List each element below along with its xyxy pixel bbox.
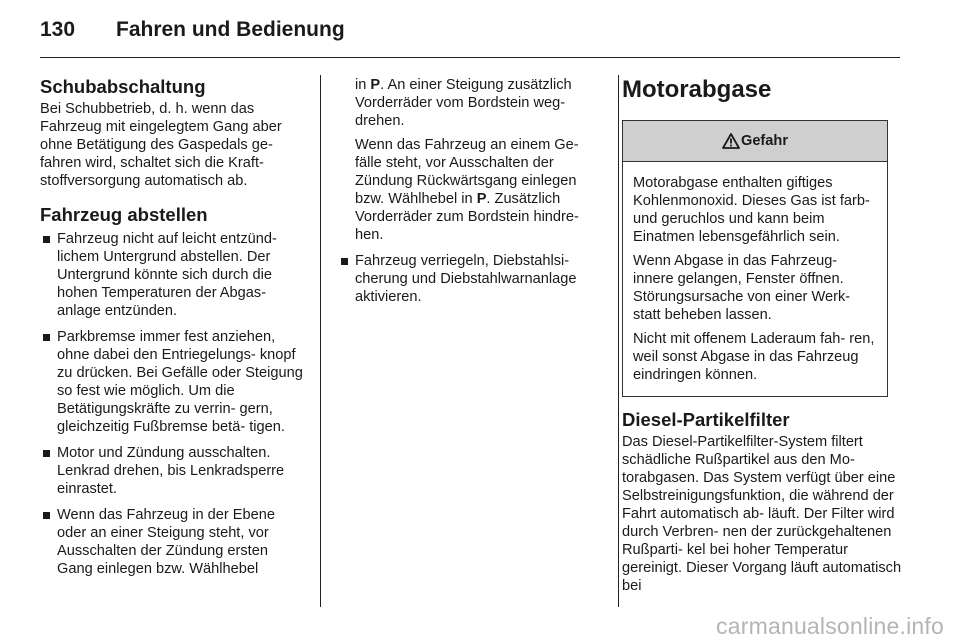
warning-header: [623, 121, 887, 162]
page-header: [40, 18, 345, 48]
column-divider: [618, 75, 619, 607]
section-heading-motorabgase: Motorabgase: [622, 76, 772, 103]
bullet-list: [330, 252, 605, 306]
list-item: Fahrzeug nicht auf leicht entzünd- lichem Untergrund abstellen. Der Untergrund könnte sich durch die hohen Temperaturen der Abgas- anlage entzünden.: [40, 230, 306, 320]
warning-box: [622, 120, 888, 397]
warning-body: [623, 162, 887, 396]
column-right: [622, 76, 902, 595]
list-item: Motor und Zündung ausschalten. Lenkrad drehen, bis Lenkradsperre einrastet.: [40, 444, 306, 498]
list-item: Wenn das Fahrzeug in der Ebene oder an einer Steigung steht, vor Ausschalten der Zündung ersten Gang einlegen bzw. Wählhebel: [40, 506, 306, 578]
column-left: [40, 76, 306, 586]
column-middle: [330, 76, 605, 314]
section-heading-diesel-partikelfilter: Diesel-Partikelfilter: [622, 409, 790, 430]
bullet-continuation: in P. An einer Steigung zusätzlich Vorderräder vom Bordstein weg- drehen.: [355, 77, 572, 129]
watermark: carmanualsonline.info: [716, 613, 944, 639]
warning-title: Gefahr: [740, 133, 789, 149]
paragraph: Wenn das Fahrzeug an einem Ge- fälle steht, vor Ausschalten der Zündung Rückwärtsgang einlegen bzw. Wählhebel in P. Zusätzlich Vorderräder zum Bordstein hindre- hen.: [355, 137, 579, 243]
warning-triangle-icon: [722, 133, 740, 149]
chapter-title: Fahren und Bedienung: [116, 18, 345, 41]
paragraph: Bei Schubbetrieb, d. h. wenn das Fahrzeug mit eingelegtem Gang aber ohne Betätigung des Gaspedals ge- fahren wird, schaltet sich die Kraft- stoffversorgung automatisch ab.: [40, 101, 282, 189]
bullet-list: [40, 230, 306, 578]
warning-paragraph: Wenn Abgase in das Fahrzeug- innere gelangen, Fenster öffnen. Störungsursache von einer Werk- statt beheben lassen.: [633, 253, 851, 323]
list-item: Parkbremse immer fest anziehen, ohne dabei den Entriegelungs- knopf zu drücken. Bei Gefälle oder Steigung so fest wie möglich. Um die Betätigungskräfte zu verrin- gern, gleichzeitig Fußbremse betä- tigen.: [40, 328, 306, 436]
column-divider: [320, 75, 321, 607]
warning-paragraph: Nicht mit offenem Laderaum fah- ren, weil sonst Abgase in das Fahrzeug eindringen können.: [633, 331, 875, 383]
header-rule: [40, 57, 900, 58]
warning-paragraph: Motorabgase enthalten giftiges Kohlenmonoxid. Dieses Gas ist farb- und geruchlos und kann beim Einatmen lebensgefährlich sein.: [633, 175, 870, 245]
list-item: Fahrzeug verriegeln, Diebstahlsi- cherung und Diebstahlwarnanlage aktivieren.: [338, 252, 605, 306]
section-heading-fahrzeug-abstellen: Fahrzeug abstellen: [40, 204, 208, 225]
paragraph: Das Diesel-Partikelfilter-System filtert schädliche Rußpartikel aus den Mo- torabgasen. Das System verfügt über eine Selbstreinigungsfunktion, die während der Fahrt automatisch ab- läuft. Der Filter wird durch Verbren- nen der zurückgehaltenen Rußparti- kel bei hoher Temperatur gereinigt. Dieser Vorgang läuft automatisch bei: [622, 434, 902, 594]
page-number: 130: [40, 18, 76, 41]
section-heading-schubabschaltung: Schubabschaltung: [40, 76, 206, 97]
